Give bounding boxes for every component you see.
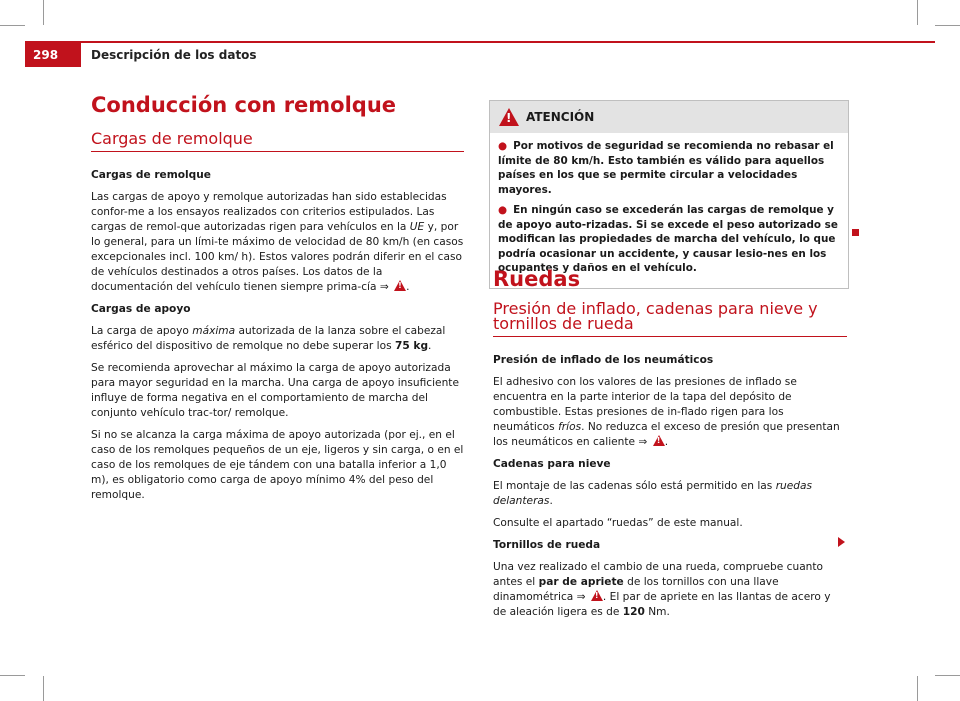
page-number: 298 (25, 43, 81, 67)
crop-mark (917, 0, 918, 25)
warning-item: ● En ningún caso se excederán las cargas de remolque y de apoyo auto-rizadas. Si se excede el peso autorizado se modifican las propiedades de marcha del vehículo, lo que podría ocasionar un accidente, y causar lesio-nes en los ocupantes y daños en el vehículo. (498, 204, 838, 274)
paragraph: Una vez realizado el cambio de una rueda, compruebe cuanto antes el par de apriete de los tornillos con una llave dinamométrica ⇒ ! . El par de apriete en las llantas de acero y de aleación ligera es de 120 Nm. (493, 560, 847, 620)
paragraph: El montaje de las cadenas sólo está permitido en las ruedas delanteras. (493, 480, 813, 507)
end-of-section-marker (852, 229, 859, 236)
warning-box-body (490, 133, 848, 291)
warning-triangle-icon (499, 108, 519, 126)
paragraph: Se recomienda aprovechar al máximo la carga de apoyo autorizada para mayor seguridad en la marcha. Una carga de apoyo insuficiente influye de forma negativa en el comportamiento de marcha del conjunto vehículo trac-tor/ remolque. (91, 362, 459, 419)
subsection-heading: Presión de inflado, cadenas para nieve y tornillos de rueda (493, 301, 847, 337)
subsection-heading: Cargas de remolque (91, 131, 464, 152)
warning-box-header (490, 101, 848, 133)
warning-ref-icon (394, 280, 406, 291)
right-column (493, 267, 847, 627)
section-heading: Ruedas (493, 267, 581, 291)
crop-mark (43, 0, 44, 25)
paragraph-title: Cadenas para nieve (493, 458, 611, 470)
left-column (91, 93, 464, 510)
paragraph: La carga de apoyo máxima autorizada de la lanza sobre el cabezal esférico del dispositivo de remolque no debe superar los 75 kg. (91, 325, 446, 352)
running-title: Descripción de los datos (91, 48, 257, 62)
paragraph-title: Cargas de remolque (91, 169, 211, 181)
paragraph: Consulte el apartado “ruedas” de este manual. (493, 517, 743, 529)
header-rule (25, 41, 935, 43)
paragraph: Si no se alcanza la carga máxima de apoyo autorizada (por ej., en el caso de los remolques pequeños de un eje, ligeros y sin carga, o en el caso de los remolques de eje tándem con una batalla inferior a 1,0 m), es obligatorio como carga de apoyo mínimo 4% del peso del remolque. (91, 429, 464, 501)
warning-box (489, 100, 849, 289)
paragraph-title: Cargas de apoyo (91, 303, 191, 315)
paragraph: Las cargas de apoyo y remolque autorizadas han sido establecidas confor-me a los ensayos realizados con criterios estipulados. Las cargas de remol-que autorizadas rigen para vehículos en la UE y, por lo general, para un lími-te máximo de velocidad de 80 km/h (en casos excepcionales incl. 100 km/ h). Estos valores podrán diferir en el caso de vehículos destinados a otros países. Los datos de la documentación del vehículo tienen siempre prima-cía ⇒ ! . (91, 190, 464, 295)
crop-mark (917, 676, 918, 701)
continue-arrow-icon (838, 537, 845, 547)
warning-box-title: ATENCIÓN (526, 110, 595, 124)
section-heading: Conducción con remolque (91, 93, 397, 117)
crop-mark (935, 675, 960, 676)
paragraph: El adhesivo con los valores de las presiones de inflado se encuentra en la parte interior de la tapa del depósito de combustible. Estas presiones de in-flado rigen para los neumáticos fríos. No reduzca el exceso de presión que presentan los neumáticos en caliente ⇒ ! . (493, 375, 847, 450)
paragraph-title: Tornillos de rueda (493, 539, 601, 551)
crop-mark (935, 25, 960, 26)
warning-item: ● Por motivos de seguridad se recomienda no rebasar el límite de 80 km/h. Esto también es válido para aquellos países en los que se permite circular a velocidades mayores. (498, 140, 834, 196)
crop-mark (0, 25, 25, 26)
warning-ref-icon (653, 435, 665, 446)
crop-mark (0, 675, 25, 676)
crop-mark (43, 676, 44, 701)
warning-ref-icon (591, 590, 603, 601)
paragraph-title: Presión de inflado de los neumáticos (493, 354, 714, 366)
